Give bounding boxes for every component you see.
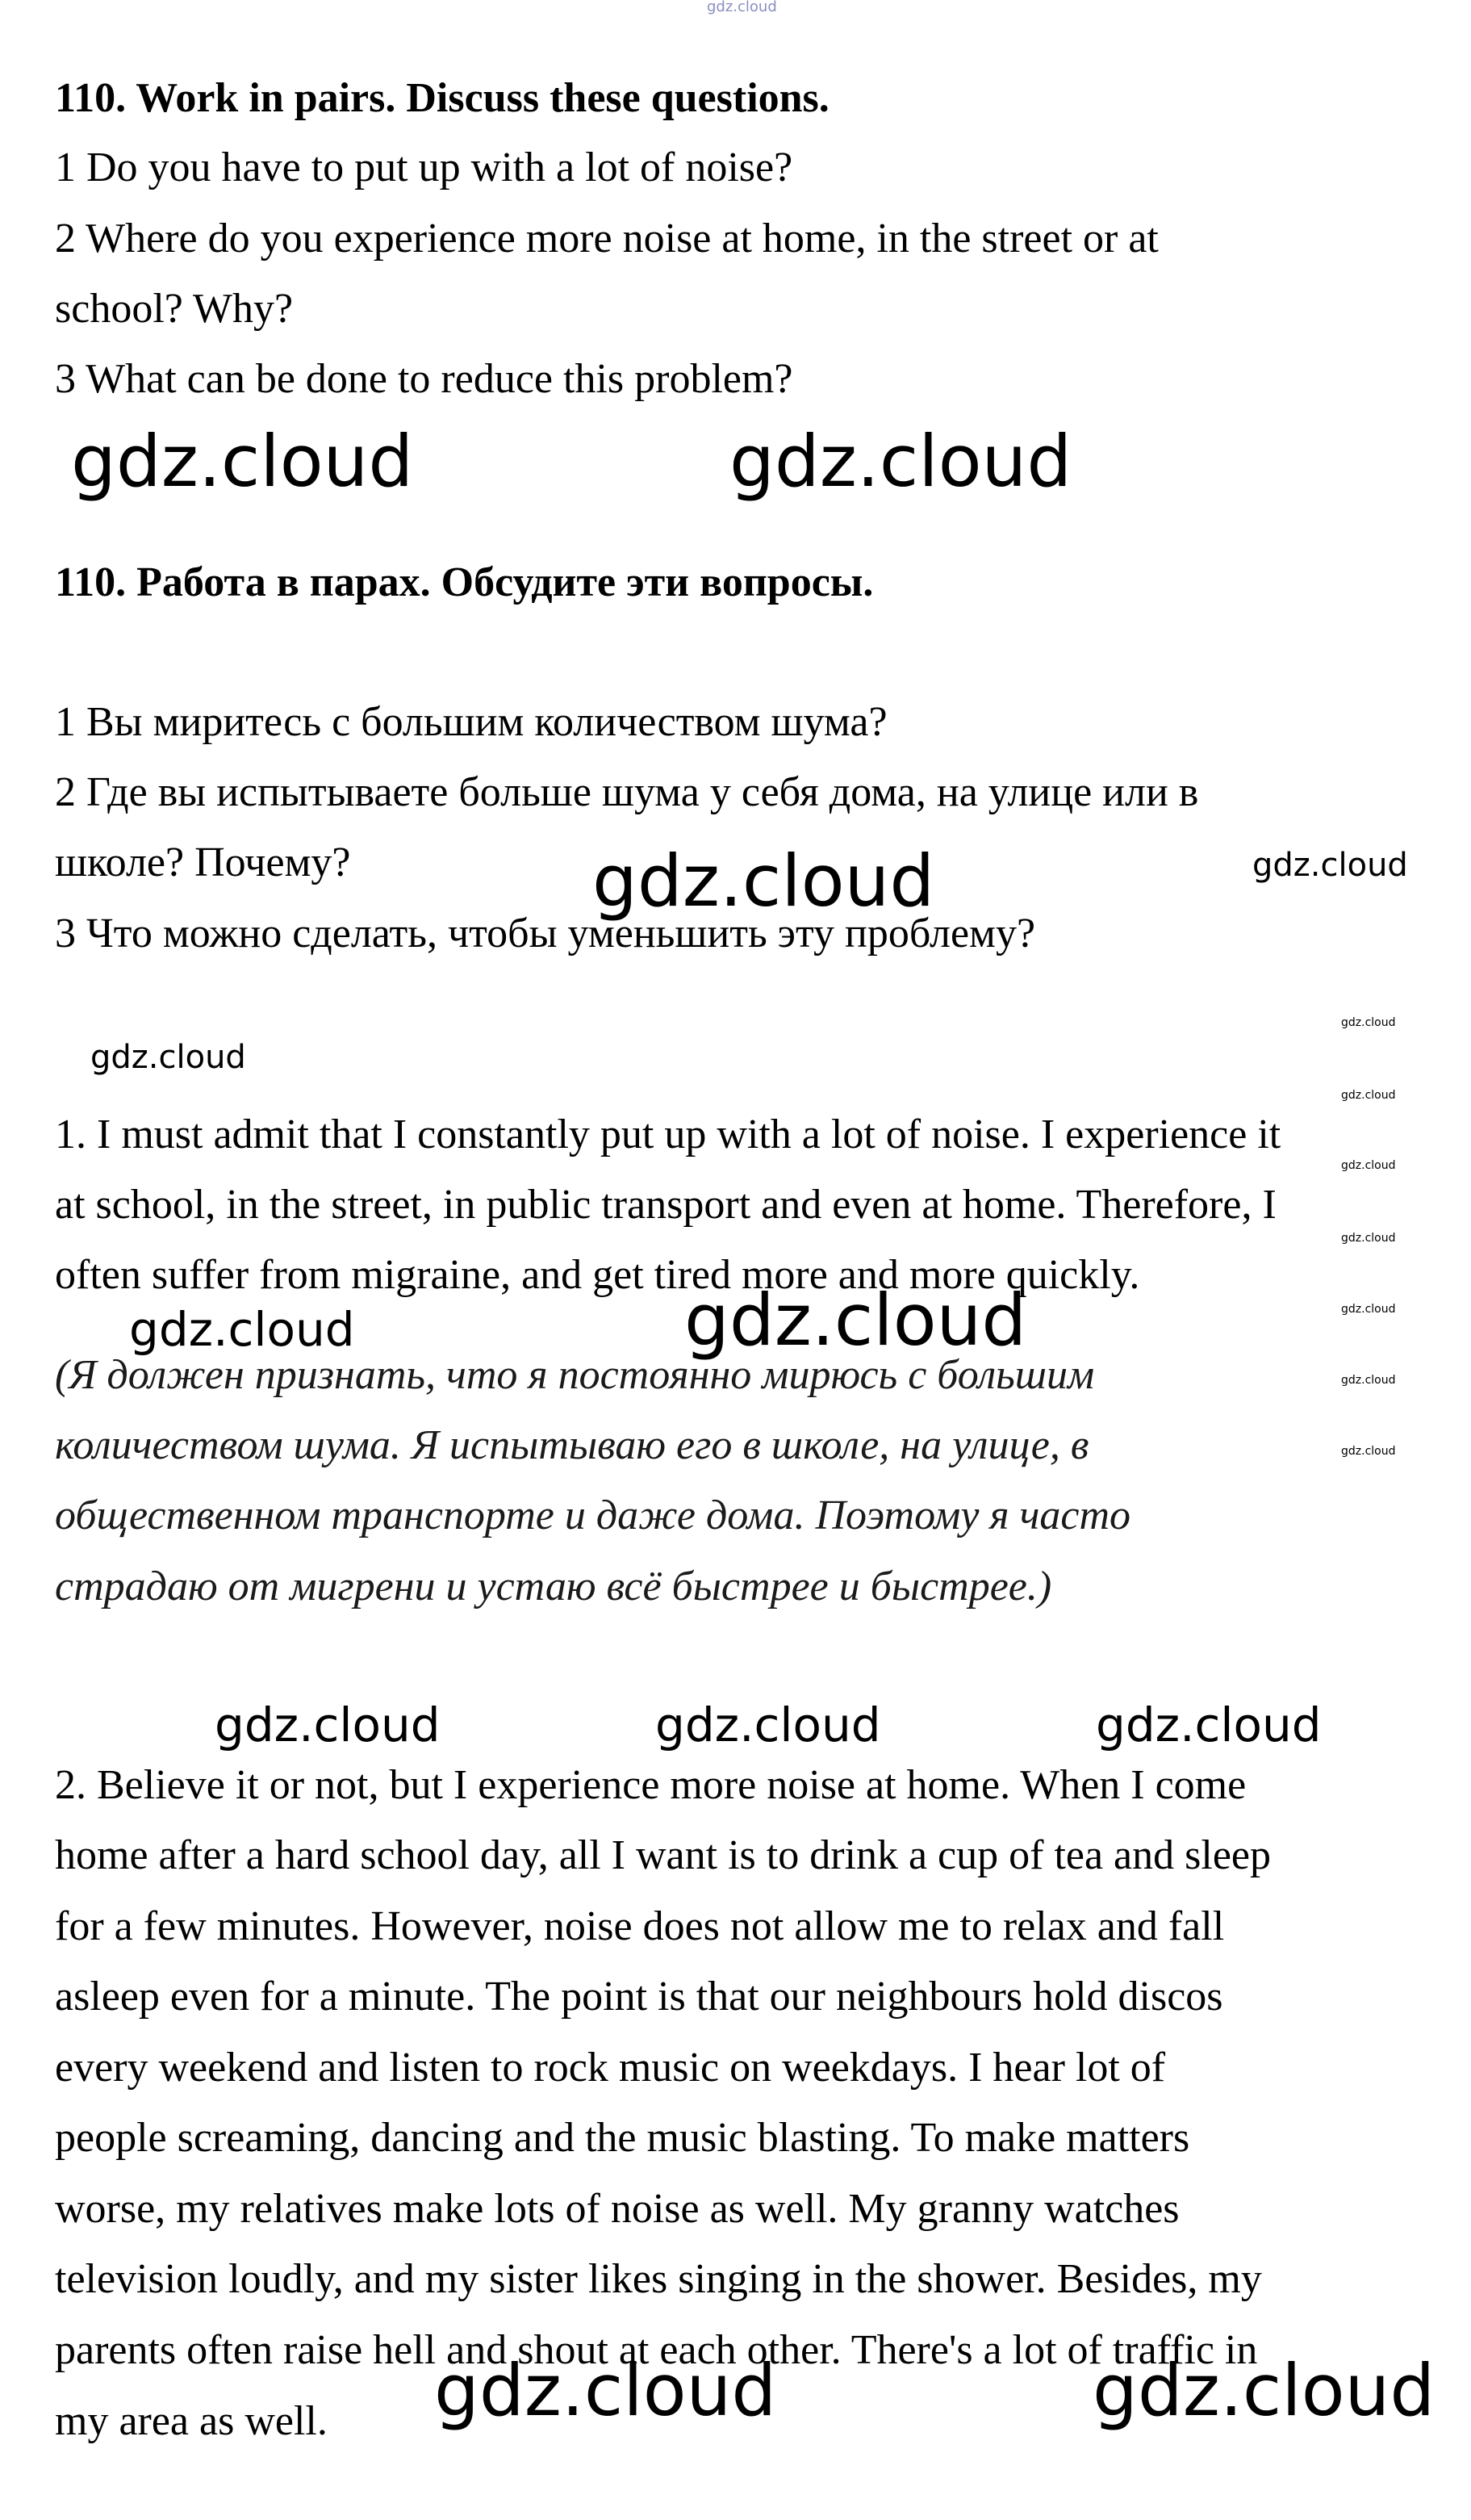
answer-1-translation-line: (Я должен признать, что я постоянно мирюсь с большим — [55, 1352, 1095, 1398]
watermark-small: gdz.cloud — [1341, 1159, 1396, 1172]
watermark-small: gdz.cloud — [1341, 1016, 1396, 1029]
exercise-en-line: 2 Where do you experience more noise at home, in the street or at — [55, 216, 1159, 262]
watermark: gdz.cloud — [215, 1697, 441, 1752]
watermark-small: gdz.cloud — [1341, 1089, 1396, 1102]
watermark: gdz.cloud — [1096, 1697, 1322, 1752]
watermark-small: gdz.cloud — [1341, 1232, 1396, 1245]
watermark: gdz.cloud — [1252, 847, 1408, 884]
answer-1-translation-line: общественном транспорте и даже дома. Поэтому я часто — [55, 1492, 1131, 1538]
watermark: gdz.cloud — [592, 839, 935, 923]
answer-1-translation-line: количеством шума. Я испытываю его в школе, на улице, в — [55, 1422, 1089, 1468]
exercise-en-heading: 110. Work in pairs. Discuss these questions. — [55, 75, 830, 121]
exercise-ru-line: школе? Почему? — [55, 839, 351, 885]
watermark: gdz.cloud — [434, 2349, 777, 2432]
answer-2-line: 2. Believe it or not, but I experience more noise at home. When I come — [55, 1762, 1247, 1808]
answer-2-line: home after a hard school day, all I want is to drink a cup of tea and sleep — [55, 1832, 1271, 1878]
exercise-ru-line: 1 Вы миритесь с большим количеством шума? — [55, 699, 888, 745]
watermark: gdz.cloud — [684, 1279, 1027, 1362]
answer-2-line: people screaming, dancing and the music blasting. To make matters — [55, 2115, 1190, 2161]
watermark: gdz.cloud — [655, 1697, 881, 1752]
answer-1-line: often suffer from migraine, and get tired more and more quickly. — [55, 1252, 1140, 1298]
watermark: gdz.cloud — [71, 420, 414, 503]
watermark: gdz.cloud — [90, 1039, 246, 1076]
watermark-small: gdz.cloud — [1341, 1374, 1396, 1387]
exercise-en-line: 3 What can be done to reduce this problem? — [55, 356, 793, 402]
answer-2-line: my area as well. — [55, 2398, 328, 2444]
answer-2-line: for a few minutes. However, noise does not allow me to relax and fall — [55, 1903, 1225, 1949]
answer-1-line: 1. I must admit that I constantly put up with a lot of noise. I experience it — [55, 1111, 1281, 1157]
exercise-ru-line: 3 Что можно сделать, чтобы уменьшить эту проблему? — [55, 910, 1036, 957]
watermark-small: gdz.cloud — [1341, 1445, 1396, 1458]
watermark: gdz.cloud — [729, 420, 1072, 503]
answer-2-line: television loudly, and my sister likes singing in the shower. Besides, my — [55, 2256, 1262, 2302]
watermark-small: gdz.cloud — [1341, 1303, 1396, 1316]
exercise-en-line: school? Why? — [55, 286, 294, 332]
answer-2-line: parents often raise hell and shout at each other. There's a lot of traffic in — [55, 2327, 1258, 2373]
answer-2-line: every weekend and listen to rock music on weekdays. I hear lot of — [55, 2045, 1166, 2091]
answer-2-line: worse, my relatives make lots of noise as well. My granny watches — [55, 2186, 1180, 2232]
watermark: gdz.cloud — [129, 1302, 355, 1357]
watermark: gdz.cloud — [1093, 2349, 1435, 2432]
answer-1-line: at school, in the street, in public transport and even at home. Therefore, I — [55, 1182, 1277, 1228]
answer-2-line: asleep even for a minute. The point is that our neighbours hold discos — [55, 1974, 1223, 2020]
exercise-ru-heading: 110. Работа в парах. Обсудите эти вопросы. — [55, 559, 874, 605]
answer-1-translation-line: страдаю от мигрени и устаю всё быстрее и быстрее.) — [55, 1563, 1052, 1610]
exercise-en-line: 1 Do you have to put up with a lot of noise? — [55, 144, 793, 190]
exercise-ru-line: 2 Где вы испытываете больше шума у себя дома, на улице или в — [55, 769, 1199, 815]
watermark-top: gdz.cloud — [707, 0, 777, 15]
